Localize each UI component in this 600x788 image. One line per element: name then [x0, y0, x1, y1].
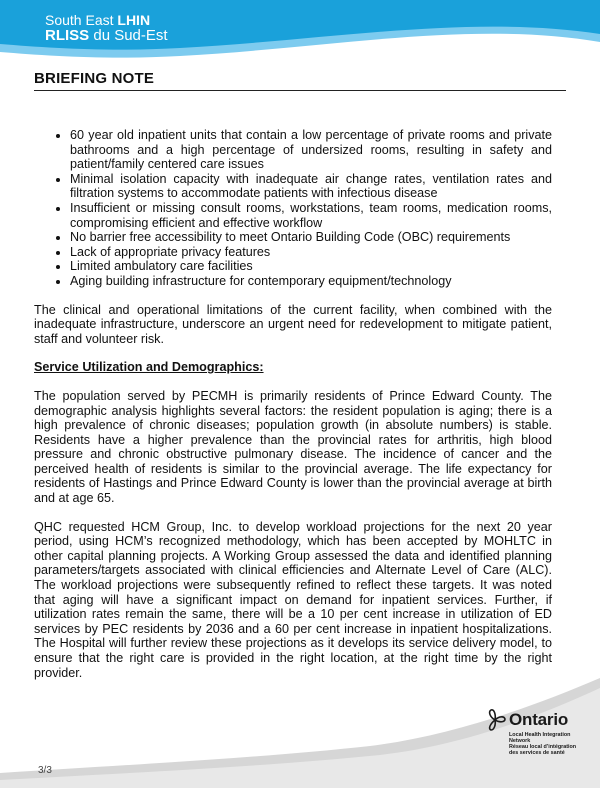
ontario-sub-fr-2: des services de santé [509, 750, 565, 756]
trillium-icon [482, 708, 508, 734]
paragraph-population: The population served by PECMH is primarily residents of Prince Edward County. The demographic analysis highlights several factors: the resident population is aging; there is a high prevalence of chronic diseases; population growth (in absolute numbers) is stable. Residents have a higher prevalence than the provincial rates for arthritis, high blood pressure and chronic obstructive pulmonary disease. The incidence of cancer and the perceived health of residents is similar to the provincial average. The life expectancy for residents of Hastings and Prince Edward County is lower than the provincial average at birth and at age 65. [34, 388, 552, 506]
ontario-sub-fr-1: Réseau local d’intégration [509, 744, 577, 750]
document-title: BRIEFING NOTE [34, 70, 155, 87]
paragraph-limitations-summary: The clinical and operational limitations of the current facility, when combined with the inadequate infrastructure, underscore an urgent need for redevelopment to mitigate patient, staff and volunteer risk. [34, 302, 552, 346]
logo-french-bold: RLISS [45, 27, 90, 44]
page-number: 3/3 [38, 765, 52, 776]
ontario-wordmark: Ontario [509, 710, 569, 729]
limitations-list [34, 128, 552, 289]
list-item: • Aging building infrastructure for contemporary equipment/technology [70, 274, 552, 289]
list-item: • Limited ambulatory care facilities [70, 259, 552, 274]
list-item: • 60 year old inpatient units that contain a low percentage of private rooms and private bathrooms and a high percentage of undersized rooms, resulting in safety and patient/family centered care issues [70, 128, 552, 172]
list-item: • No barrier free accessibility to meet Ontario Building Code (OBC) requirements [70, 230, 552, 245]
ontario-sub-en-2: Network [509, 738, 531, 744]
logo-french-suffix: du Sud-Est [89, 27, 168, 44]
list-item: • Insufficient or missing consult rooms, workstations, team rooms, medication rooms, compromising efficient and effective workflow [70, 201, 552, 230]
ontario-sub-en-1: Local Health Integration [509, 732, 571, 738]
logo-english-prefix: South East [45, 12, 118, 28]
section-heading: Service Utilization and Demographics: [34, 360, 264, 375]
list-item: • Lack of appropriate privacy features [70, 245, 552, 260]
document-body [34, 128, 552, 680]
paragraph-workload-projections: QHC requested HCM Group, Inc. to develop workload projections for the next 20 year period, using HCM’s recognized methodology, which has been accepted by MOHLTC in other capital planning projects. A Working Group assessed the data and identified planning parameters/targets associated with clinical efficiencies and Alternate Level of Care (ALC). The workload projections were subsequently refined to reflect these targets. It was noted that aging will have a significant impact on demand for inpatient services. Further, if utilization rates remain the same, there will be a 10 per cent increase in utilization of ED services by PEC residents by 2036 and a 60 per cent increase in inpatient hospitalizations. The Hospital will further review these projections as it develops its service delivery model, to ensure that the right care is provided in the right location, at the right time by the right provider. [34, 519, 552, 680]
ontario-subtitle [509, 732, 589, 756]
list-item: • Minimal isolation capacity with inadequate air change rates, ventilation rates and filtration systems to accommodate patients with infectious disease [70, 172, 552, 201]
lhin-logo [45, 12, 168, 44]
logo-english-bold: LHIN [117, 12, 151, 28]
title-divider [34, 90, 566, 91]
